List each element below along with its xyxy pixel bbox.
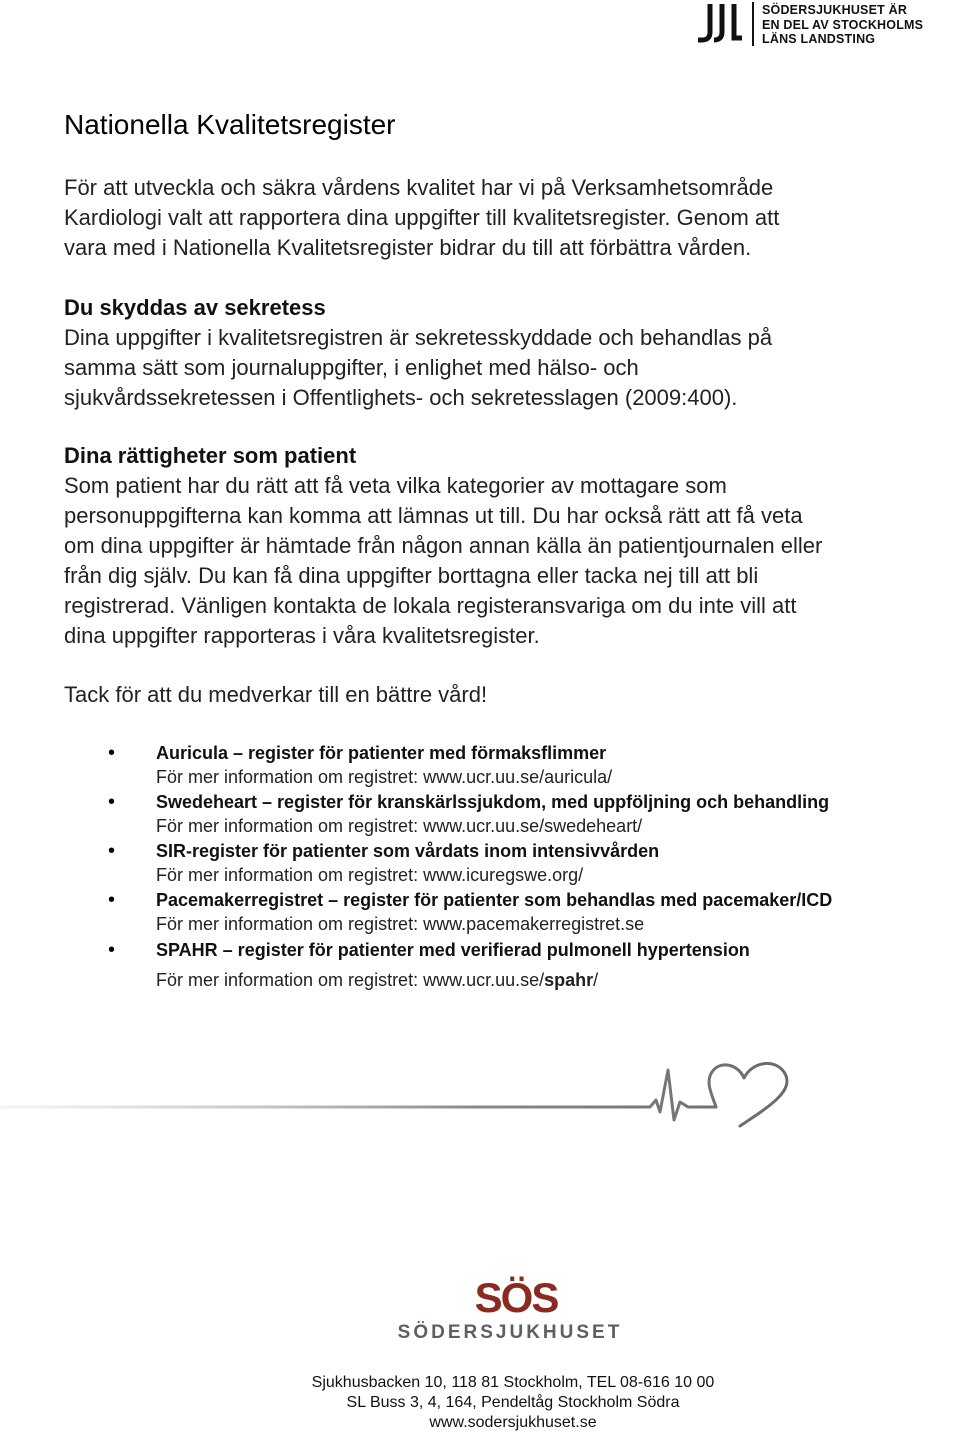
org-line: SÖDERSJUKHUSET ÄR: [762, 3, 908, 17]
organization-text: [762, 3, 923, 47]
footer-contact: [0, 1373, 960, 1433]
registry-info: [156, 969, 598, 991]
registry-info: För mer information om registret: www.pacemakerregistret.se: [156, 914, 645, 934]
registry-name: SPAHR – register för patienter med verifierad pulmonell hypertension: [156, 940, 750, 960]
stockholm-county-logo-icon: [696, 2, 744, 46]
text-line: från dig själv. Du kan få dina uppgifter borttagna eller tacka nej till att bli: [64, 563, 759, 588]
text-line: samma sätt som journaluppgifter, i enlighet med hälso- och: [64, 355, 639, 380]
registry-name: Swedeheart – register för kranskärlssjukdom, med uppföljning och behandling: [156, 792, 830, 812]
registry-info: För mer information om registret: www.ucr.uu.se/swedeheart/: [156, 816, 643, 836]
sos-logo-icon: [472, 1274, 560, 1318]
bullet-icon: •: [108, 939, 116, 961]
info-suffix: /: [593, 970, 599, 990]
footer-link[interactable]: www.sodersjukhuset.se: [429, 1414, 597, 1431]
sodersjukhuset-logo: [380, 1272, 640, 1346]
section-heading: Du skyddas av sekretess: [64, 295, 326, 320]
logo-divider: [752, 2, 754, 46]
text-line: För att utveckla och säkra vårdens kvalitet har vi på Verksamhetsområde: [64, 175, 774, 200]
text-line: registrerad. Vänligen kontakta de lokala registeransvariga om du inte vill att: [64, 593, 797, 618]
registry-name: Auricula – register för patienter med förmaksflimmer: [156, 743, 607, 763]
text-line: dina uppgifter rapporteras i våra kvalitetsregister.: [64, 623, 540, 648]
footer-line: SL Buss 3, 4, 164, Pendeltåg Stockholm Södra: [346, 1394, 680, 1411]
bullet-icon: •: [108, 889, 116, 911]
ecg-heart-decoration-icon: [0, 1040, 960, 1130]
text-line: Dina uppgifter i kvalitetsregistren är sekretesskyddade och behandlas på: [64, 325, 773, 350]
registry-info: För mer information om registret: www.icuregswe.org/: [156, 865, 584, 885]
section-heading: Dina rättigheter som patient: [64, 443, 357, 468]
text-line: Som patient har du rätt att få veta vilka kategorier av mottagare som: [64, 473, 727, 498]
bullet-icon: •: [108, 742, 116, 764]
footer-line: Sjukhusbacken 10, 118 81 Stockholm, TEL 08-616 10 00: [311, 1374, 715, 1391]
text-line: personuppgifterna kan komma att lämnas ut till. Du har också rätt att få veta: [64, 503, 803, 528]
svg-text:SÖS: SÖS: [474, 1274, 558, 1318]
confidentiality-section: [64, 293, 960, 413]
intro-paragraph: [64, 173, 960, 263]
text-line: Kardiologi valt att rapportera dina uppgifter till kvalitetsregister. Genom att: [64, 205, 780, 230]
registry-name: SIR-register för patienter som vårdats inom intensivvården: [156, 841, 660, 861]
page-title: Nationella Kvalitetsregister: [64, 109, 396, 140]
thanks-line: Tack för att du medverkar till en bättre vård!: [64, 682, 488, 707]
hospital-name: SÖDERSJUKHUSET: [397, 1322, 623, 1343]
org-line: LÄNS LANDSTING: [762, 32, 876, 46]
bullet-icon: •: [108, 791, 116, 813]
info-prefix: För mer information om registret: www.ucr.uu.se/: [156, 970, 545, 990]
info-bold: spahr: [544, 970, 594, 990]
text-line: om dina uppgifter är hämtade från någon annan källa än patientjournalen eller: [64, 533, 823, 558]
bullet-icon: •: [108, 840, 116, 862]
text-line: vara med i Nationella Kvalitetsregister bidrar du till att förbättra vården.: [64, 235, 752, 260]
patient-rights-section: [64, 441, 960, 651]
registry-name: Pacemakerregistret – register för patienter som behandlas med pacemaker/ICD: [156, 890, 833, 910]
registry-info: För mer information om registret: www.ucr.uu.se/auricula/: [156, 767, 613, 787]
text-line: sjukvårdssekretessen i Offentlighets- och sekretesslagen (2009:400).: [64, 385, 738, 410]
org-line: EN DEL AV STOCKHOLMS: [762, 17, 924, 32]
